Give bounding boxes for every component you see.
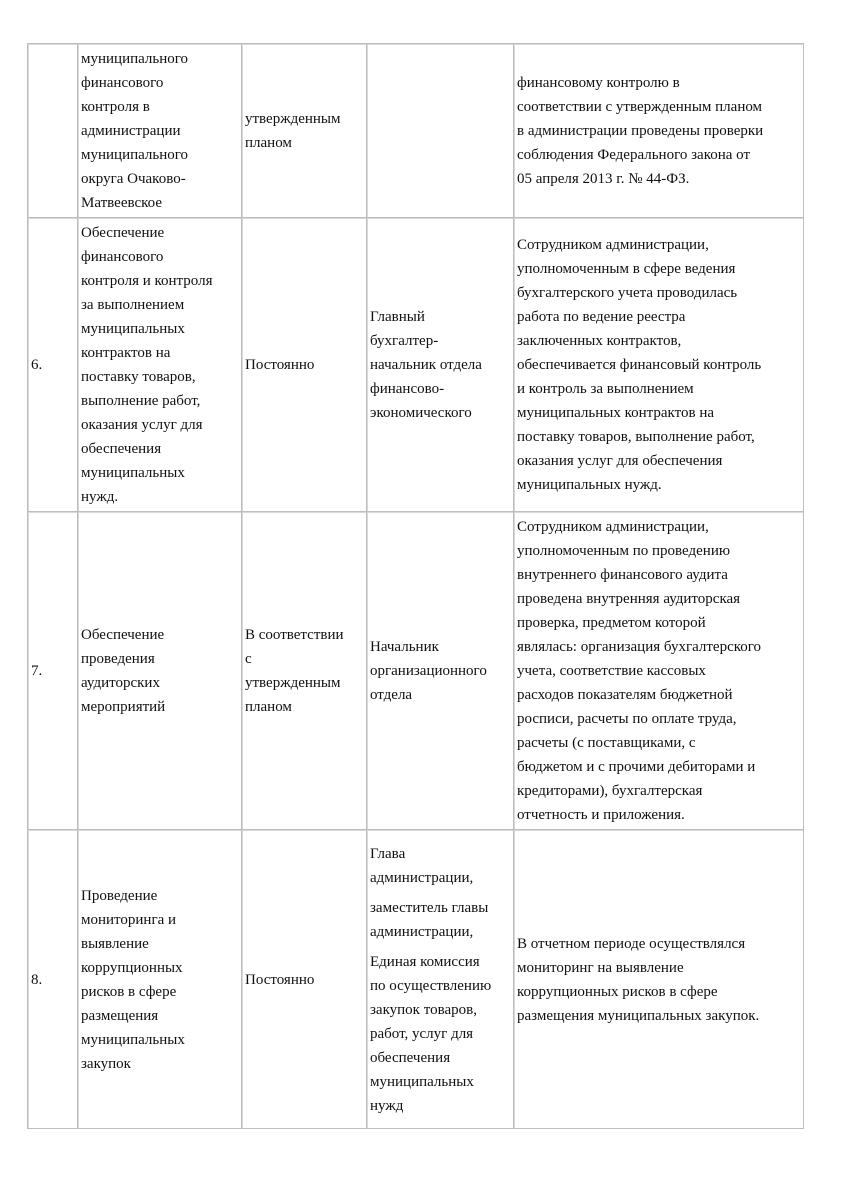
cell-text-line: В отчетном периоде осуществлялся	[517, 935, 746, 952]
cell-text-line: расчеты (с поставщиками, с	[517, 735, 696, 751]
cell-text-line: закупок товаров,	[370, 1001, 477, 1018]
cell-responsible	[367, 830, 514, 1129]
cell-number	[28, 44, 78, 218]
cell-text-line: нужд.	[81, 489, 119, 505]
cell-activity	[78, 218, 242, 512]
cell-text-line: соблюдения Федерального закона от	[517, 147, 751, 163]
cell-text-line: размещения	[81, 1007, 159, 1024]
cell-activity	[78, 44, 242, 218]
table-row	[28, 44, 804, 218]
cell-result	[514, 830, 804, 1129]
cell-activity	[78, 512, 242, 830]
cell-text-line: Проведение	[81, 887, 158, 904]
cell-text-line: работ, услуг для	[370, 1025, 474, 1042]
cell-paragraph	[370, 896, 510, 944]
cell-result	[514, 512, 804, 830]
cell-number: 6.	[28, 218, 78, 512]
cell-result	[514, 218, 804, 512]
cell-text-line: оказания услуг для	[81, 417, 203, 433]
cell-deadline	[242, 44, 367, 218]
cell-text-line: проведена внутренняя аудиторская	[517, 591, 741, 607]
cell-text-line: финансового	[81, 75, 164, 91]
cell-text-line: Обеспечение	[81, 225, 165, 241]
cell-text-line: рисков в сфере	[81, 983, 177, 1000]
cell-text-line: утвержденным	[245, 675, 341, 691]
cell-text-line: оказания услуг для обеспечения	[517, 453, 723, 469]
cell-responsible	[367, 218, 514, 512]
cell-deadline	[242, 830, 367, 1129]
cell-text-line: нужд	[370, 1097, 404, 1114]
cell-text-line: заключенных контрактов,	[517, 333, 682, 349]
cell-text-line: работа по ведение реестра	[517, 309, 686, 325]
cell-text-line: коррупционных рисков в сфере	[517, 983, 718, 1000]
cell-text-line: муниципальных	[81, 321, 185, 337]
table-row	[28, 830, 804, 1129]
cell-text-line: округа Очаково-	[81, 171, 186, 187]
cell-text-line: Главный	[370, 309, 425, 325]
cell-text-line: и контроль за выполнением	[517, 381, 694, 397]
cell-text-line: планом	[245, 699, 292, 715]
cell-text-line: администрации,	[370, 923, 474, 940]
cell-text-line: расходов показателям бюджетной	[517, 687, 733, 703]
cell-text-line: размещения муниципальных закупок.	[517, 1007, 760, 1024]
cell-text-line: выявление	[81, 935, 149, 952]
cell-deadline	[242, 512, 367, 830]
cell-text-line: обеспечения	[370, 1049, 451, 1066]
cell-text-line: с	[245, 651, 252, 667]
cell-text-line: финансового	[81, 249, 164, 265]
cell-text-line: за выполнением	[81, 297, 185, 313]
cell-text-line: муниципального	[81, 147, 189, 163]
cell-text-line: Единая комиссия	[370, 953, 480, 970]
table-row	[28, 512, 804, 830]
cell-text-line: Постоянно	[245, 971, 315, 988]
cell-text-line: являлась: организация бухгалтерского	[517, 639, 762, 655]
cell-paragraph	[370, 842, 510, 890]
cell-text-line: Сотрудником администрации,	[517, 237, 709, 253]
cell-text-line: бухгалтер-	[370, 333, 439, 349]
cell-text-line: обеспечивается финансовый контроль	[517, 357, 762, 373]
cell-text-line: обеспечения	[81, 441, 162, 457]
cell-text-line: заместитель главы	[370, 899, 489, 916]
cell-text-line: планом	[245, 135, 292, 151]
cell-text-line: муниципального	[81, 51, 189, 67]
cell-text-line: организационного	[370, 663, 487, 679]
cell-text-line: Начальник	[370, 639, 439, 655]
cell-text-line: внутреннего финансового аудита	[517, 567, 728, 583]
cell-text-line: контроля и контроля	[81, 273, 213, 289]
cell-text-line: росписи, расчеты по оплате труда,	[517, 711, 737, 727]
cell-text-line: аудиторских	[81, 675, 160, 691]
cell-text-line: закупок	[81, 1055, 131, 1072]
measures-table	[27, 43, 804, 1129]
cell-text-line: в администрации проведены проверки	[517, 123, 764, 139]
cell-text-line: контрактов на	[81, 345, 171, 361]
cell-text-line: финансовому контролю в	[517, 75, 680, 91]
cell-number: 8.	[28, 830, 78, 1129]
cell-text-line: по осуществлению	[370, 977, 492, 994]
cell-text-line: отчетность и приложения.	[517, 807, 685, 823]
cell-number: 7.	[28, 512, 78, 830]
cell-text-line: уполномоченным по проведению	[517, 543, 731, 559]
cell-text-line: Сотрудником администрации,	[517, 519, 709, 535]
cell-text-line: В соответствии	[245, 627, 344, 643]
cell-text-line: Глава	[370, 845, 406, 862]
cell-text-line: муниципальных нужд.	[517, 477, 662, 493]
table-row	[28, 218, 804, 512]
cell-text-line: поставку товаров,	[81, 369, 196, 385]
cell-text-line: муниципальных	[81, 1031, 185, 1048]
cell-text-line: мероприятий	[81, 699, 166, 715]
cell-text-line: финансово-	[370, 381, 445, 397]
cell-text-line: утвержденным	[245, 111, 341, 127]
cell-text-line: муниципальных	[81, 465, 185, 481]
cell-text-line: администрации	[81, 123, 181, 139]
cell-text-line: 05 апреля 2013 г. № 44-ФЗ.	[517, 171, 690, 187]
cell-text-line: Матвеевское	[81, 195, 162, 211]
cell-text-line: соответствии с утвержденным планом	[517, 99, 763, 115]
cell-text-line: мониторинга и	[81, 911, 177, 928]
cell-text-line: экономического	[370, 405, 472, 421]
cell-text-line: контроля в	[81, 99, 150, 115]
cell-text-line: выполнение работ,	[81, 393, 201, 409]
cell-deadline	[242, 218, 367, 512]
cell-responsible	[367, 512, 514, 830]
cell-text-line: администрации,	[370, 869, 474, 886]
cell-paragraph	[370, 950, 510, 1118]
cell-text-line: бюджетом и с прочими дебиторами и	[517, 759, 756, 775]
cell-responsible	[367, 44, 514, 218]
cell-text-line: коррупционных	[81, 959, 183, 976]
cell-text-line: проведения	[81, 651, 155, 667]
cell-text-line: начальник отдела	[370, 357, 482, 373]
cell-activity	[78, 830, 242, 1129]
cell-text-line: кредиторами), бухгалтерская	[517, 783, 703, 799]
cell-text-line: поставку товаров, выполнение работ,	[517, 429, 755, 445]
cell-result	[514, 44, 804, 218]
cell-text-line: учета, соответствие кассовых	[517, 663, 706, 679]
cell-text-line: проверка, предметом которой	[517, 615, 706, 631]
cell-text-line: мониторинг на выявление	[517, 959, 684, 976]
cell-text-line: уполномоченным в сфере ведения	[517, 261, 736, 277]
cell-text-line: бухгалтерского учета проводилась	[517, 285, 738, 301]
cell-text-line: отдела	[370, 687, 413, 703]
cell-text-line: Постоянно	[245, 357, 315, 373]
cell-text-line: Обеспечение	[81, 627, 165, 643]
cell-text-line: муниципальных контрактов на	[517, 405, 715, 421]
cell-text-line: муниципальных	[370, 1073, 474, 1090]
